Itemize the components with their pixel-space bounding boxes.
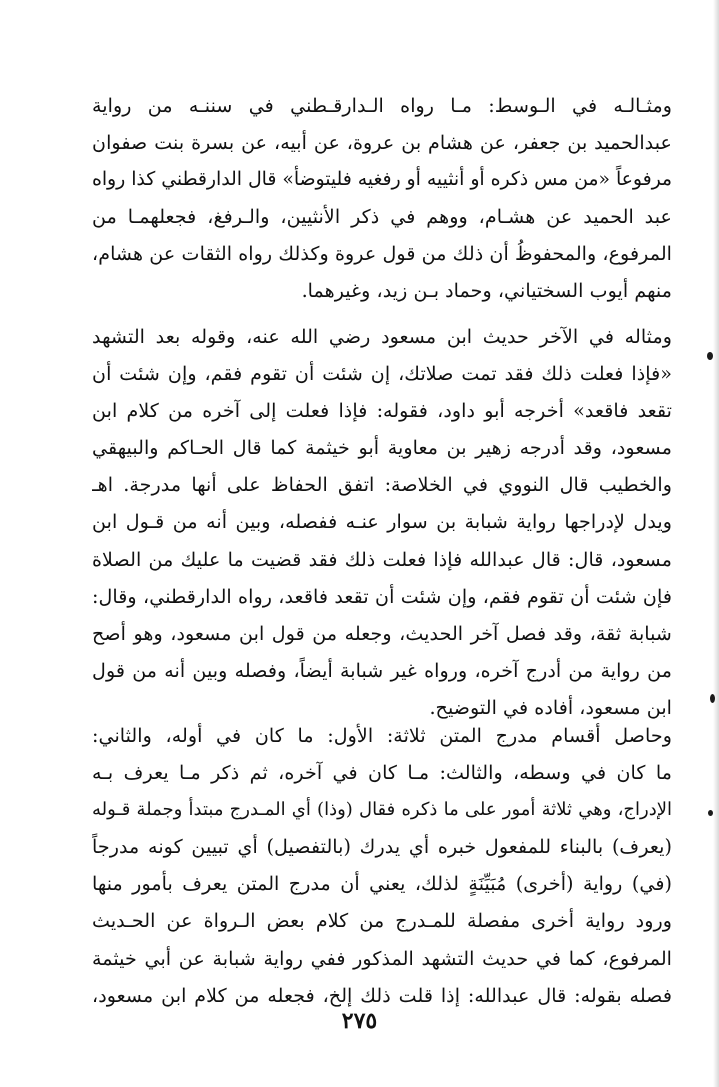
text-line: ومثاله في الآخر حديث ابن مسعود رضي الله عنه، وقوله بعد التشهد <box>92 325 672 348</box>
text-line: مرفوعاً «من مس ذكره أو أنثييه أو رفغيه فليتوضأ» قال الدارقطني كذا رواه <box>92 169 672 191</box>
scan-mark <box>710 694 715 703</box>
text-line: مسعود، قال: قال عبدالله فإذا فعلت ذلك فقد قضيت ما عليك من الصلاة <box>92 547 672 571</box>
paragraph-1 <box>92 87 672 310</box>
text-line: فصله بقوله: قال عبدالله: إذا قلت ذلك إلخ، فجعله من كلام ابن مسعود، <box>92 983 672 1007</box>
text-line: منهم أيوب السختياني، وحماد بـن زيد، وغيرهما. <box>301 279 672 303</box>
scan-mark <box>707 352 713 360</box>
binding-edge-shadow <box>713 0 719 1087</box>
text-line: ورود رواية أخرى مفصلة للمـدرج من كلام بعض الـرواة عن الحـديث <box>92 909 672 933</box>
page-number: ٢٧٥ <box>341 1008 378 1034</box>
text-line: عبد الحميد عن هشـام، ووهم في ذكر الأنثيين، والـرفغ، فجعلهمـا من <box>92 205 672 229</box>
text-line: المرفوع، كما في حديث التشهد المذكور ففي رواية شبابة عن أبي خيثمة <box>92 946 672 970</box>
text-line: من رواية من أدرج آخره، ورواه غير شبابة أيضاً، وفصله وبين أنه من قول <box>92 658 672 682</box>
text-line: ومثـالـه في الـوسط: مـا رواه الـدارقـطني في سننـه من رواية <box>92 94 672 117</box>
text-line: ويدل لإدراجها رواية شبابة بن سوار عنـه ففصله، وبين أنه من قـول ابن <box>92 510 672 534</box>
text-line: الإدراج، وهي ثلاثة أمور على ما ذكره فقال (وذا) أي المـدرج مبتدأ وجملة قـوله <box>92 799 672 821</box>
text-line: مسعود، وقد أدرجه زهير بن معاوية أبو خيثمة كما قال الحـاكم والبيهقي <box>92 436 672 460</box>
paragraph-3 <box>92 717 672 1014</box>
text-line: تقعد فاقعد» أخرجه أبو داود، فقوله: فإذا فعلت إلى آخره من كلام ابن <box>92 399 672 423</box>
text-line: ما كان في وسطه، والثالث: مـا كان في آخره، ثم ذكر مـا يعرف بـه <box>92 761 672 785</box>
paragraph-2 <box>92 318 672 726</box>
text-line: فإن شئت أن تقوم فقم، وإن شئت أن تقعد فاقعد، رواه الدارقطني، وقال: <box>92 584 672 608</box>
text-line: «فإذا فعلت ذلك فقد تمت صلاتك، إن شئت أن تقوم فقم، وإن شئت أن <box>92 362 672 386</box>
text-line: عبدالحميد بن جعفر، عن هشام بن عروة، عن أبيه، عن بسرة بنت صفوان <box>92 131 672 155</box>
text-line: شبابة ثقة، وقد فصل آخر الحديث، وجعله من قول ابن مسعود، وهو أصح <box>92 621 672 645</box>
text-line: وحاصل أقسام مدرج المتن ثلاثة: الأول: ما كان في أوله، والثاني: <box>92 724 672 747</box>
text-line: (في) رواية (أخرى) مُبَيِّنَةٍ لذلك، يعني أن مدرج المتن يعرف بأمور منها <box>92 872 672 896</box>
text-line: ابن مسعود، أفاده في التوضيح. <box>429 695 672 719</box>
scan-mark <box>708 810 713 816</box>
text-line: والخطيب قال النووي في الخلاصة: اتفق الحفاظ على أنها مدرجة. اهـ <box>92 473 672 497</box>
text-line: (يعرف) بالبناء للمفعول خبره أي يدرك (بالتفصيل) أي تبيين كونه مدرجاً <box>92 835 672 859</box>
text-line: المرفوع، والمحفوظُ أن ذلك من قول عروة وكذلك رواه الثقات عن هشام، <box>92 242 672 266</box>
